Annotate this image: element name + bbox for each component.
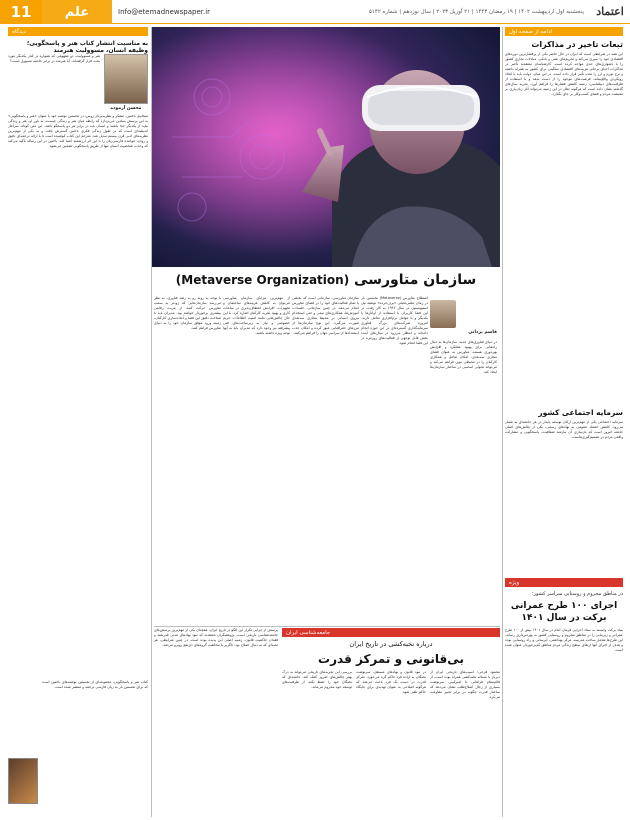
left-col-label: دیدگاه bbox=[8, 27, 148, 36]
author-name: قاسم یزدانی bbox=[468, 330, 497, 335]
book-cover-image bbox=[8, 758, 38, 804]
email-link[interactable]: Info@etemadnewspaper.ir bbox=[118, 7, 211, 16]
main-headline bbox=[156, 272, 496, 292]
left-col-intro: هنر و مسوولیت، دو مفهومی که همواره در کنار یکدیگر مورد بحث قرار گرفته‌اند. آیا هنرمند در برابر جامعه مسوول است؟ bbox=[8, 54, 100, 63]
newspaper-logo: اعتماد bbox=[590, 0, 630, 24]
bottom-mid-col-2: در نبود قانون و نهادهای مستقل، سرنوشت نخبگان به اراده فرد حاکم گره می‌خورد. تمرکز قدرت در دست یک فرد باعث می‌شد که هرگونه اصلاحی به عنوان تهدیدی برای جایگاه حاکم تلقی شود. bbox=[356, 670, 426, 694]
author-photo-left bbox=[104, 54, 148, 104]
bottom-mid-side: پرسش از چرایی تکرار این الگو در تاریخ ایران، همچنان یکی از مهم‌ترین پرسش‌های جامعه‌شناسی تاریخی است. پژوهشگران معتقدند که نبود نهادهای مدنی قدرتمند و فقدان حاکمیت قانون، زمینه اصلی این پدیده بوده است. در چنین شرایطی، هر نخبه‌ای که به دنبال اصلاح بود، ناگزیر با مخالفت گروه‌های ذی‌نفع روبرو می‌شد. bbox=[154, 628, 278, 647]
page-number: 11 bbox=[0, 0, 42, 24]
article-col-4: از مهم‌ترین مزایای سازمان متاورسی می‌توان به کاهش هزینه‌های ساختمان و تجهیزات، افزایش انعطاف‌پذیری در ساعات کاری و بهبود تجربه کارکنان اشاره کرد. با این حال چالش‌هایی مانند امنیت اطلاعات، حریم خصوصی و نیاز به زیرساخت‌های فنی پیشرفته نیز وجود دارد که مدیران باید به آنها توجه ویژه داشته باشند. bbox=[223, 296, 290, 335]
bottom-mid-title: بی‌قانونی و تمرکز قدرت bbox=[318, 652, 464, 666]
article-author bbox=[430, 296, 497, 338]
bottom-right-body: بنیاد برکت وابسته به ستاد اجرایی فرمان امام در سال ۱۴۰۱ بیش از ۱۰۰ طرح عمرانی و زیربنایی را در مناطق محروم و روستایی کشور به بهره‌برداری رساند. این طرح‌ها شامل ساخت مدرسه، مرکز بهداشتی، آبرسانی و راه روستایی بوده و هدف از اجرای آنها ارتقای سطح زندگی مردم مناطق کم‌برخوردار عنوان شده است. bbox=[505, 628, 623, 652]
section-name: علم bbox=[42, 0, 112, 24]
left-col-author: محسن آزموده bbox=[110, 106, 142, 111]
bottom-mid-col-1: محمود فرجی: آسیب‌های تاریخی ایران از دیرباز با مساله نخبه‌کشی همراه بوده است. از قائم‌مقام فراهانی تا امیرکبیر، سرنوشت بسیاری از رجال اصلاح‌طلب نشان می‌دهد که ساختار قدرت چگونه در برابر تغییر مقاومت می‌کرد. bbox=[430, 670, 500, 699]
vr-illustration bbox=[152, 27, 500, 267]
date-line: پنجشنبه اول اردیبهشت ۱۴۰۲ | ۱۹ رمضان ۱۴۴۴ | ۲۱ آوریل ۲۰۲۳ | سال نوزدهم | شماره ۵۱۴۲ bbox=[368, 8, 584, 15]
bottom-mid-col-3: بررسی این تجربه‌های تاریخی می‌تواند به درک بهتر چالش‌های امروز کمک کند. جامعه‌ای که نخبگان خود را حفظ نکند، از ظرفیت‌های توسعه خود محروم می‌ماند. bbox=[282, 670, 352, 689]
column-divider bbox=[502, 27, 503, 817]
bottom-mid-label: جامعه‌شناسی ایران bbox=[282, 628, 500, 637]
left-col-title: به مناسبت انتشار کتاب هنر و پاسخگویی؛ وظیفه انسان، مسوولیت هنرمند bbox=[26, 40, 148, 54]
article-col-3: سازمان متاورسی، سازمانی است که بخشی یا تمام فعالیت‌های خود را در فضای متاورس انجام می‌دهد. در چنین سازمانی، جلسات، آموزش‌ها، همکاری‌های تیمی و حتی استخدام نیروی انسانی در محیط مجازی سه‌بعدی صورت می‌گیرد. این نوع سازمان‌ها از مرزهای جغرافیایی عبور کرده و امکان جذب استعدادها از سراسر جهان را فراهم می‌کنند. bbox=[292, 296, 359, 335]
author-photo bbox=[430, 300, 456, 328]
bottom-right-subtitle: در مناطق محروم و روستایی سراسر کشور؛ bbox=[532, 591, 623, 597]
right-col-title: تبعات تاخیر در مذاکرات bbox=[531, 40, 623, 49]
metaverse-vr-image bbox=[152, 27, 500, 267]
section-divider bbox=[154, 626, 500, 627]
bottom-mid-subtitle: درباره نخبه‌کشی در تاریخ ایران bbox=[349, 640, 433, 648]
right-col-body-2: سرمایه اجتماعی یکی از مهم‌ترین ارکان توسعه پایدار در هر جامعه‌ای به شمار می‌رود. کاهش اعتماد عمومی به نهادهای رسمی، یکی از چالش‌های اصلی جامعه امروز است که بازسازی آن نیازمند شفافیت، پاسخگویی و مشارکت واقعی مردم در تصمیم‌گیری‌هاست. bbox=[505, 420, 623, 439]
bottom-right-title: اجرای ۱۰۰ طرح عمرانی برکت در سال ۱۴۰۱ bbox=[510, 601, 618, 623]
right-col-title-2: سرمایه اجتماعی کشور bbox=[538, 408, 623, 417]
right-col-body: این همه در شرایطی است که ایران در حال حاضر یکی از پرفشارترین دوره‌های اقتصادی خود را سپری می‌کند و تحریم‌های نفتی و بانکی، مبادلات تجاری کشور را با دشواری‌های جدی مواجه کرده است. کارشناسان معتقدند تأخیر در مذاکرات احیای برجام، هزینه‌های اقتصادی سنگینی برای کشور به همراه داشته و نرخ تورم و ارز را تحت تأثیر قرار داده است. در این میان، دولت باید با اتخاذ رویکردی واقع‌بینانه، فرصت‌های موجود را از دست ندهد و با استفاده از ظرفیت‌های دیپلماسی، زمینه کاهش فشارها را فراهم آورد. تجربه سال‌های گذشته نشان داده است که هرگونه تعلل در این زمینه می‌تواند آثار زیان‌باری بر معیشت مردم و فضای کسب‌وکار بر جای بگذارد. bbox=[505, 52, 623, 96]
article-col-1: در دنیای فناوری‌های جدید، سازمان‌ها به دنبال راه‌هایی برای بهبود عملکرد و افزایش بهره‌وری هستند. متاورس به عنوان فضای مجازی سه‌بعدی، امکان تعامل و همکاری کارکنان را در محیطی نوین فراهم می‌کند و می‌تواند تحولی اساسی در ساختار سازمان‌ها ایجاد کند. bbox=[430, 340, 497, 374]
right-col-label: ادامه از صفحه اول bbox=[505, 27, 623, 36]
left-col-body: میخاییل باختین، متفکر و نظریه‌پرداز روس، در نخستین نوشته خود با عنوان «هنر و پاسخگویی» به این پرسش بنیادین می‌پردازد که رابطه میان هنر و زندگی چیست. به باور او، هنر و زندگی نباید از یکدیگر جدا باشند و انسان باید در برابر هر دو پاسخگو باشد. این متن کوتاه، سرآغاز اندیشه‌ای است که در طول زندگی فکری باختین گسترش یافت و به یکی از مهم‌ترین نظریه‌های ادبی قرن بیستم تبدیل شد. مترجم این کتاب کوشیده است تا با ارائه ترجمه‌ای دقیق و روان، خواننده فارسی‌زبان را با این اثر ارزشمند آشنا کند. باختین در این رساله تأکید می‌کند که وحدت شخصیت انسان تنها از طریق پاسخگویی تضمین می‌شود. bbox=[8, 114, 148, 148]
left-col-body-2: کتاب هنر و پاسخگویی، مجموعه‌ای از نخستین نوشته‌های باختین است که برای نخستین بار به زبان فارسی ترجمه و منتشر شده است. bbox=[42, 680, 148, 689]
header-info bbox=[112, 0, 590, 24]
masthead-bar bbox=[0, 0, 630, 24]
main-headline-en: (Metaverse Organization) bbox=[175, 273, 350, 287]
main-headline-fa: سازمان متاورسی bbox=[354, 272, 477, 288]
article-col-2: اصطلاح متاورس (Metaverse) نخستین بار در رمان علمی‌تخیلی «برف‌خرده» نوشته نیل استیونسون در سال ۱۹۹۲ به کار رفت. در این فضا کاربران با استفاده از آواتارها با یکدیگر و با عوامل نرم‌افزاری تعامل دارند. امروزه شرکت‌های بزرگ فناوری سرمایه‌گذاری گسترده‌ای در این حوزه انجام داده‌اند و انتظار می‌رود در سال‌های آینده بخش قابل توجهی از فعالیت‌های روزمره در این فضا انجام شود. bbox=[361, 296, 428, 345]
article-col-5: با توجه به روند رو به رشد فناوری، به نظر می‌رسد سازمان‌هایی که زودتر به سمت متاورس حرکت کنند، از مزیت رقابتی بیشتری برخوردار خواهند بود. مدیران باید با شناخت دقیق این فضا و آماده‌سازی کارکنان، زمینه ورود موفق سازمان خود را به دنیای متاورس فراهم کنند. bbox=[154, 296, 221, 330]
bottom-right-label: ویژه bbox=[505, 578, 623, 587]
